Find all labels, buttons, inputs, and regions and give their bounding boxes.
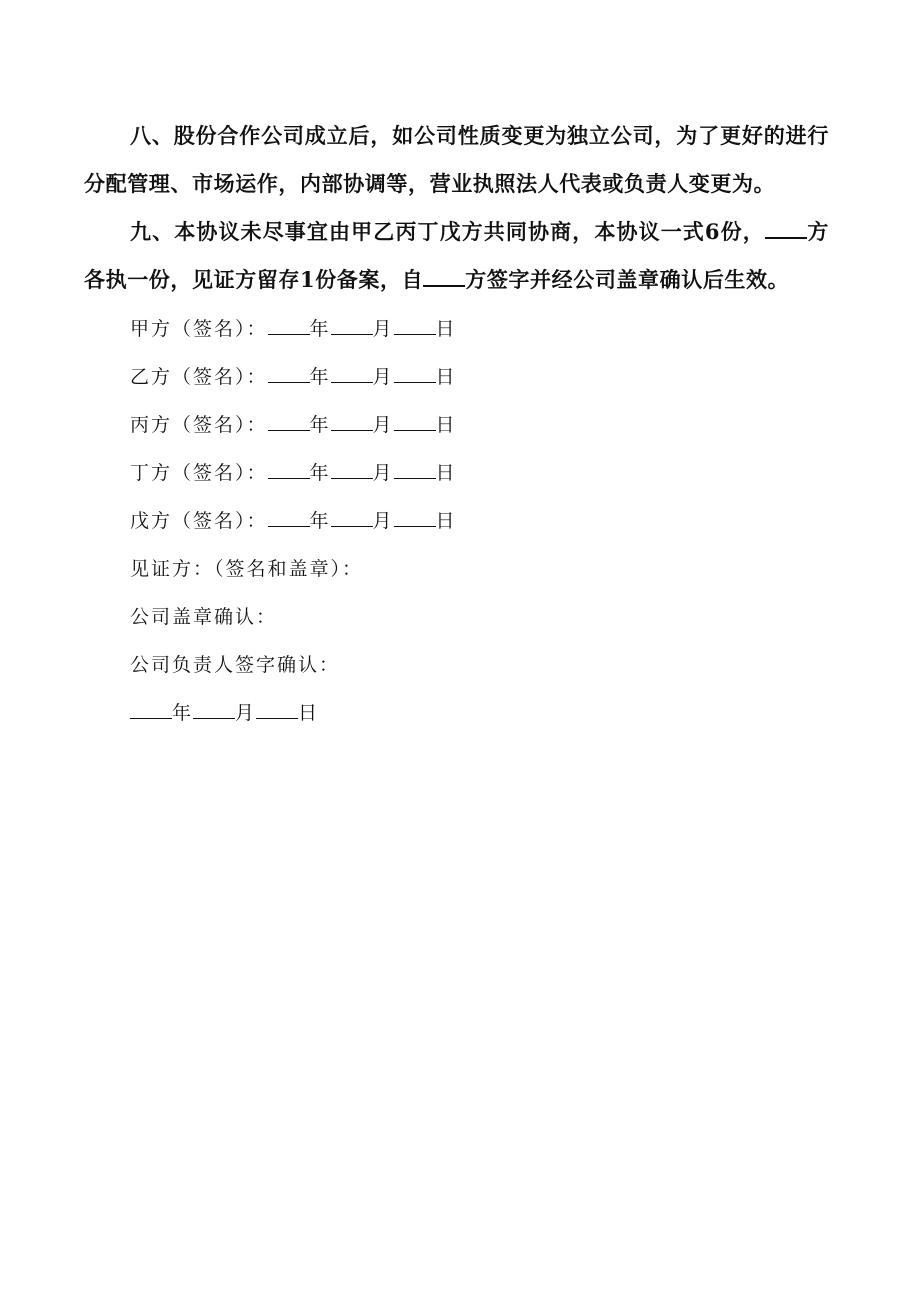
month-label: 月 — [372, 318, 394, 340]
month-label: 月 — [372, 414, 394, 436]
blank-line — [268, 460, 310, 479]
signature-line-bing — [130, 412, 457, 438]
signature-line-yi — [130, 364, 457, 390]
month-label: 月 — [372, 462, 394, 484]
blank-line — [331, 364, 373, 383]
blank-line — [765, 219, 807, 239]
blank-line — [394, 412, 436, 431]
blank-line — [331, 412, 373, 431]
day-label: 日 — [435, 510, 457, 532]
company-head-label: 公司负责人签字确认： — [130, 654, 341, 676]
party-label: 丙方（签名）： — [130, 414, 268, 436]
blank-line — [423, 267, 465, 287]
blank-line — [331, 508, 373, 527]
blank-line — [193, 700, 235, 719]
witness-label: 见证方：（签名和盖章）： — [130, 558, 364, 580]
witness-line — [130, 556, 363, 582]
clause-nine-part1: 九、本协议未尽事宜由甲乙丙丁戊方共同协商，本协议一式6份， — [130, 219, 765, 244]
month-label: 月 — [235, 702, 257, 724]
blank-line — [394, 508, 436, 527]
company-seal-line — [130, 604, 277, 630]
blank-line — [268, 412, 310, 431]
year-label: 年 — [172, 702, 194, 724]
blank-line — [394, 364, 436, 383]
year-label: 年 — [309, 414, 331, 436]
party-label: 乙方（签名）： — [130, 366, 268, 388]
blank-line — [331, 460, 373, 479]
party-label: 甲方（签名）： — [130, 318, 268, 340]
month-label: 月 — [372, 366, 394, 388]
blank-line — [130, 700, 172, 719]
year-label: 年 — [309, 462, 331, 484]
company-seal-label: 公司盖章确认： — [130, 606, 278, 628]
blank-line — [268, 316, 310, 335]
blank-line — [394, 460, 436, 479]
signature-line-wu — [130, 508, 457, 534]
blank-line — [268, 508, 310, 527]
year-label: 年 — [309, 318, 331, 340]
day-label: 日 — [435, 414, 457, 436]
day-label: 日 — [298, 702, 320, 724]
signature-line-ding — [130, 460, 457, 486]
clause-nine-part3: 方签字并经公司盖章确认后生效。 — [465, 267, 790, 292]
blank-line — [331, 316, 373, 335]
clause-nine-part2: 方各执一份，见证方留存1份备案，自 — [84, 219, 829, 292]
blank-line — [394, 316, 436, 335]
day-label: 日 — [435, 462, 457, 484]
blank-line — [268, 364, 310, 383]
year-label: 年 — [309, 366, 331, 388]
party-label: 丁方（签名）： — [130, 462, 268, 484]
day-label: 日 — [435, 366, 457, 388]
blank-line — [256, 700, 298, 719]
party-label: 戊方（签名）： — [130, 510, 268, 532]
clause-eight-text: 八、股份合作公司成立后，如公司性质变更为独立公司，为了更好的进行分配管理、市场运作，内部协调等，营业执照法人代表或负责人变更为。 — [84, 123, 829, 196]
clause-eight — [84, 112, 829, 208]
year-label: 年 — [309, 510, 331, 532]
month-label: 月 — [372, 510, 394, 532]
day-label: 日 — [435, 318, 457, 340]
final-date-line — [130, 700, 319, 726]
clause-nine — [84, 208, 829, 304]
signature-line-jia — [130, 316, 457, 342]
company-head-line — [130, 652, 340, 678]
